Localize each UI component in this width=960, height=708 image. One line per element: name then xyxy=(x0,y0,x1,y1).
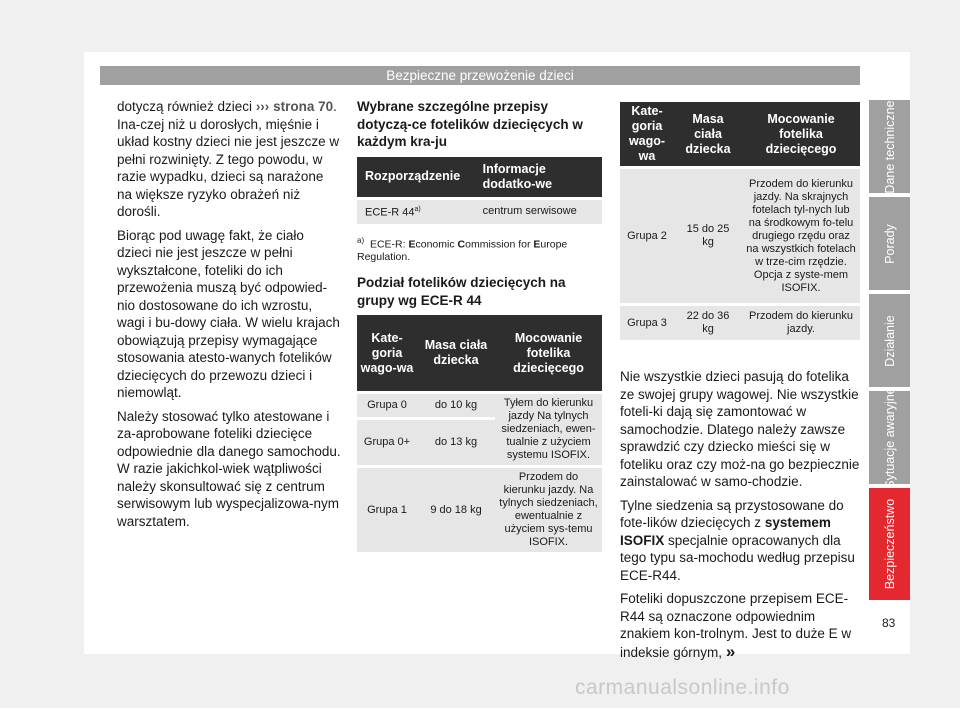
page-number: 83 xyxy=(882,616,896,630)
paragraph: Biorąc pod uwagę fakt, że ciało dzieci nie jest jeszcze w pełni wykształcone, foteliki do ich przewożenia muszą być odpowied-nio dostosowane do ich wzrostu, wagi i bu-dowy ciała. W wielu krajach obowiązują przepisy wymagające stosowania atesto-wanych fotelików dziecięcych do przewozu dzieci i niemowląt. xyxy=(117,227,340,400)
tab-dzialanie[interactable]: Działanie xyxy=(869,294,910,387)
table-header: Informacje dodatko-we xyxy=(475,157,602,199)
tab-dane-techniczne[interactable]: Dane techniczne xyxy=(869,100,910,193)
section-heading: Wybrane szczególne przepisy dotyczą-ce fotelików dziecięcych w każdym kra-ju xyxy=(357,99,583,149)
table-row: ECE-R 44$^{a)}$ centrum serwisowe xyxy=(357,198,602,224)
child-seat-groups-table xyxy=(357,315,602,552)
section-heading: Podział fotelików dziecięcych na grupy wg ECE-R 44 xyxy=(357,275,566,308)
table-header: Rozporządzenie xyxy=(357,157,475,199)
column-left xyxy=(117,98,342,536)
table-header: Masa ciała dziecka xyxy=(417,315,495,393)
paragraph: Nie wszystkie dzieci pasują do fotelika ze swojej grupy wagowej. Nie wszystkie foteli-ki dają się zamontować w samochodzie. Dlatego należy zawsze sprawdzić czy dziecko mieści się w foteliku oraz czy moż-na go bezpiecznie zainstalować w samo-chodzie. xyxy=(620,369,860,489)
table-row: Grupa 0 do 10 kg Tyłem do kierunku jazdy Na tylnych siedzeniach, ewen-tualnie z użyciem systemu ISOFIX. xyxy=(357,393,602,419)
paragraph: Foteliki dopuszczone przepisem ECE-R44 są oznaczone odpowiednim znakiem kon-trolnym. Jest to duże E w indeksie górnym, » xyxy=(620,591,852,661)
page-link[interactable]: strona 70 xyxy=(273,99,334,114)
table-row: Grupa 3 22 do 36 kg Przodem do kierunku jazdy. xyxy=(620,305,860,341)
tab-bezpieczenstwo[interactable]: Bezpieczeństwo xyxy=(869,488,910,600)
table-row: Grupa 0+ do 13 kg xyxy=(357,418,602,466)
xref-arrow: ››› xyxy=(255,99,270,114)
paragraph: Należy stosować tylko atestowane i za-aprobowane foteliki dziecięce odpowiednie dla danego samochodu. W razie jakichkol-wiek wątpliwości należy skonsultować się z centrum serwisowym lub wyspecjalizowa-nym warsztatem. xyxy=(117,408,341,529)
table-header: Masa ciała dziecka xyxy=(674,102,742,168)
paragraph: Tylne siedzenia są przystosowane do fote-lików dziecięcych z systemem ISOFIX specjalnie opracowanych dla tego typu sa-mochodu według przepisu ECE-R44. xyxy=(620,497,855,583)
tab-sytuacje-awaryjne[interactable]: Sytuacje awaryjne xyxy=(869,391,910,484)
column-middle xyxy=(357,98,602,552)
watermark: carmanualsonline.info xyxy=(575,676,790,699)
table-header: Mocowanie fotelika dziecięcego xyxy=(742,102,860,168)
table-header: Kate-goria wago-wa xyxy=(357,315,417,393)
table-row: Grupa 2 15 do 25 kg Przodem do kierunku jazdy. Na skrajnych fotelach tyl-nych lub na środkowym fo-telu drugiego rzędu oraz na wszystkich fotelach w trze-cim rzędzie. Opcja z syste-mem ISOFIX. xyxy=(620,168,860,305)
table-header: Mocowanie fotelika dziecięcego xyxy=(495,315,602,393)
tab-porady[interactable]: Porady xyxy=(869,197,910,290)
table-header: Kate-goria wago-wa xyxy=(620,102,674,168)
child-seat-groups-table-continued xyxy=(620,102,860,340)
column-right xyxy=(620,102,860,667)
continue-arrow-icon: » xyxy=(725,641,736,661)
regulations-table xyxy=(357,157,602,224)
page-header: Bezpieczne przewożenie dzieci xyxy=(100,66,860,85)
paragraph: dotyczą również dzieci ››› strona 70. Ina-czej niż u dorosłych, mięśnie i układ kostny dzieci nie jest jeszcze w pełni rozwinięty. Z tego powodu, w razie wypadku, dzieci są narażone na większe ryzyko obrażeń niż dorośli. xyxy=(117,99,340,219)
table-row: Grupa 1 9 do 18 kg Przodem do kierunku jazdy. Na tylnych siedzeniach, ewentualnie z użyciem sys-temu ISOFIX. xyxy=(357,467,602,553)
footnote: $^{a)}$ ECE-R: Economic Commission for Europe Regulation. xyxy=(357,235,568,263)
